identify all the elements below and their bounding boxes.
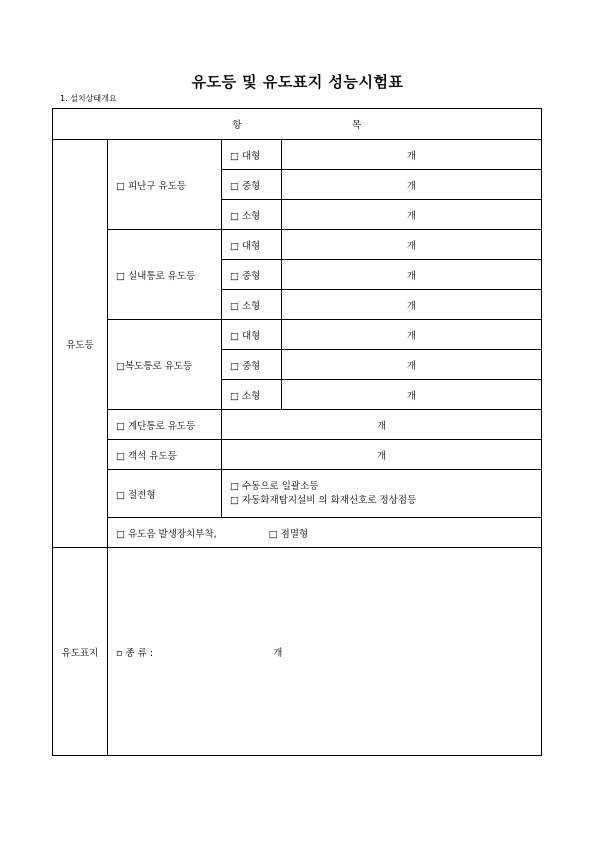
guide-sign-cell xyxy=(108,548,542,756)
table-row xyxy=(53,410,542,440)
auto-on-checkbox[interactable]: □ 자동화재탐지설비 의 화재신호로 정상점등 xyxy=(230,494,417,506)
page-title: 유도등 및 유도표지 성능시험표 xyxy=(191,73,404,91)
power-saving-options xyxy=(222,470,542,518)
manual-off-checkbox[interactable]: □ 수동으로 일괄소등 xyxy=(230,480,319,492)
count-unit[interactable]: 개 xyxy=(222,410,542,440)
section-heading: 1. 설치상태개요 xyxy=(60,94,117,103)
blink-checkbox[interactable]: □ 점멸형 xyxy=(268,528,309,540)
sound-device-checkbox[interactable]: □ 유도음 발생장치부착, xyxy=(116,528,217,540)
count-unit[interactable]: 개 xyxy=(282,230,542,260)
header-left: 항 xyxy=(232,120,242,131)
header-row xyxy=(53,109,542,140)
size-large-checkbox[interactable]: □ 대형 xyxy=(222,320,282,350)
size-small-checkbox[interactable]: □ 소형 xyxy=(222,290,282,320)
size-medium-checkbox[interactable]: □ 중형 xyxy=(222,170,282,200)
power-saving-checkbox[interactable]: □ 절전형 xyxy=(108,470,222,518)
count-unit[interactable]: 개 xyxy=(222,440,542,470)
corridor-guide-light-checkbox[interactable]: □복도통로 유도등 xyxy=(108,320,222,410)
count-unit[interactable]: 개 xyxy=(273,647,283,659)
performance-test-table xyxy=(52,108,542,756)
count-unit[interactable]: 개 xyxy=(282,350,542,380)
table-row xyxy=(53,470,542,518)
guide-sign-label: 유도표지 xyxy=(53,548,108,756)
indoor-passage-guide-light-checkbox[interactable]: □ 실내통로 유도등 xyxy=(108,230,222,320)
size-medium-checkbox[interactable]: □ 중형 xyxy=(222,260,282,290)
table-row xyxy=(53,440,542,470)
exit-guide-light-checkbox[interactable]: □ 피난구 유도등 xyxy=(108,140,222,230)
size-small-checkbox[interactable]: □ 소형 xyxy=(222,200,282,230)
size-medium-checkbox[interactable]: □ 중형 xyxy=(222,350,282,380)
table-row xyxy=(53,548,542,756)
table-row xyxy=(53,518,542,548)
count-unit[interactable]: 개 xyxy=(282,260,542,290)
guide-light-label: 유도등 xyxy=(53,140,108,548)
count-unit[interactable]: 개 xyxy=(282,320,542,350)
size-small-checkbox[interactable]: □ 소형 xyxy=(222,380,282,410)
count-unit[interactable]: 개 xyxy=(282,170,542,200)
header-right: 목 xyxy=(352,120,362,131)
seat-guide-light-checkbox[interactable]: □ 객석 유도등 xyxy=(108,440,222,470)
count-unit[interactable]: 개 xyxy=(282,200,542,230)
size-large-checkbox[interactable]: □ 대형 xyxy=(222,230,282,260)
extra-options-cell xyxy=(108,518,542,548)
table-row xyxy=(53,140,542,170)
table-row xyxy=(53,230,542,260)
kind-label: ▫ 종 류 : xyxy=(116,647,154,659)
count-unit[interactable]: 개 xyxy=(282,380,542,410)
size-large-checkbox[interactable]: □ 대형 xyxy=(222,140,282,170)
header-cell xyxy=(53,109,542,140)
count-unit[interactable]: 개 xyxy=(282,140,542,170)
count-unit[interactable]: 개 xyxy=(282,290,542,320)
table-row xyxy=(53,320,542,350)
stair-guide-light-checkbox[interactable]: □ 계단통로 유도등 xyxy=(108,410,222,440)
